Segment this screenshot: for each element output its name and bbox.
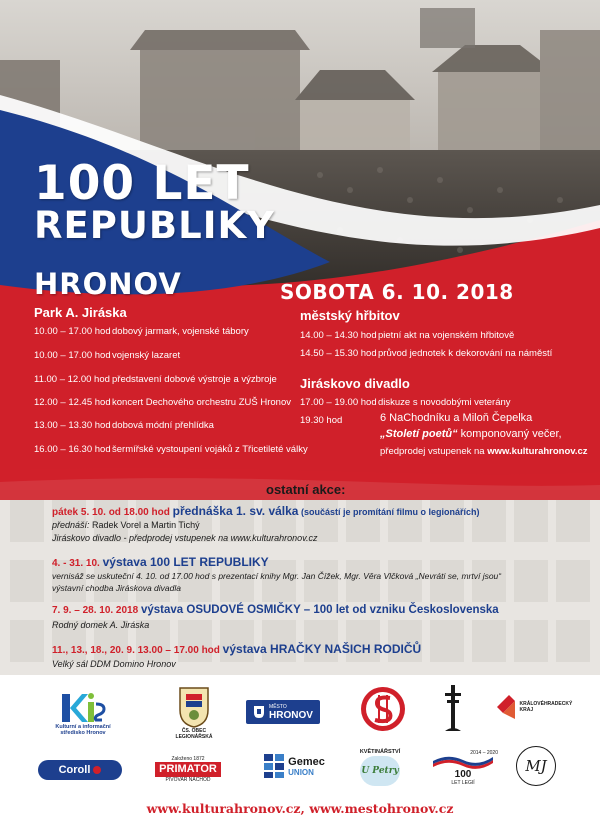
event-2 — [52, 556, 269, 570]
primator-logo — [152, 748, 224, 792]
coroll-logo-text: Coroll — [58, 764, 91, 776]
theatre-show — [380, 427, 562, 441]
park-row-text: šermířské vystoupení vojáků z Třicetileté války — [112, 444, 308, 455]
cross-logo — [440, 682, 466, 736]
theatre-presale-link[interactable]: www.kulturahronov.cz — [487, 446, 588, 457]
primator-sub: PIVOVAR NÁCHOD — [165, 777, 211, 783]
coroll-dot-icon — [93, 766, 101, 774]
park-heading: Park A. Jiráska — [34, 305, 127, 320]
theatre-heading: Jiráskovo divadlo — [300, 376, 410, 391]
park-row-time: 16.00 – 16.30 hod — [34, 444, 111, 455]
legie-years: 2014 – 2020 — [470, 750, 498, 756]
kvetinarstvi-logo — [350, 743, 410, 791]
park-row-text: dobová módní přehlídka — [112, 420, 214, 431]
theatre-row-time: 17.00 – 19.00 hod — [300, 397, 377, 408]
theatre-row-1 — [300, 397, 511, 409]
event-date: SOBOTA 6. 10. 2018 — [280, 280, 514, 304]
event-3 — [52, 604, 499, 617]
kvetinarstvi-badge — [360, 756, 400, 786]
park-row-text: vojenský lazaret — [112, 350, 181, 361]
park-row — [34, 350, 180, 362]
legion-logo-text: ČS. OBEC LEGIONÁŘSKÁ — [175, 728, 213, 740]
legie-100: 100 — [454, 769, 472, 780]
event-2-title: výstava 100 LET REPUBLIKY — [102, 555, 269, 569]
gemec-logo — [258, 750, 330, 782]
event-1-note: (součástí je promítání filmu o legionářích) — [298, 507, 480, 517]
event-4 — [52, 643, 421, 657]
kraj-emblem-icon — [495, 693, 517, 721]
event-4-date: 11., 13., 18., 20. 9. 13.00 – 17.00 hod — [52, 645, 220, 656]
theatre-performers: 6 NaChodníku a Miloň Čepelka — [380, 412, 533, 424]
kvetinarstvi-script: U Petry — [361, 765, 399, 776]
town-crest-icon — [253, 705, 265, 719]
park-row — [34, 326, 249, 338]
event-3-title: výstava OSUDOVÉ OSMIČKY – 100 let od vzniku Československa — [140, 604, 499, 616]
kis-logo-icon — [60, 690, 106, 724]
legie-text: LET LEGIÍ — [451, 780, 475, 786]
legion-shield-icon — [177, 684, 211, 728]
cemetery-row-time: 14.00 – 14.30 hod — [300, 330, 377, 341]
gemec-logo-union: UNION — [288, 767, 314, 777]
gemec-logo-name: Gemec — [288, 755, 325, 768]
theatre-show-desc: komponovaný večer, — [457, 428, 562, 440]
event-1-title: přednáška 1. sv. válka — [172, 504, 299, 518]
park-row-time: 10.00 – 17.00 hod — [34, 326, 111, 337]
sokol-logo — [358, 684, 408, 734]
100-let-legii-logo — [428, 746, 498, 790]
kis-logo — [52, 685, 114, 741]
park-row-text: koncert Dechového orchestru ZUŠ Hronov — [112, 397, 291, 408]
theatre-row-time: 19.30 hod — [300, 415, 343, 426]
theatre-show-title: „Století poetů“ — [380, 428, 458, 440]
primator-founded: Založeno 1872 — [171, 756, 205, 762]
mj-logo-text: MJ — [525, 757, 547, 775]
park-row — [34, 420, 214, 432]
park-row-time: 10.00 – 17.00 hod — [34, 350, 111, 361]
event-2-date: 4. - 31. 10. — [52, 558, 100, 569]
theatre-row-2 — [300, 415, 378, 427]
footer-urls[interactable]: www.kulturahronov.cz, www.mestohronov.cz — [146, 801, 454, 816]
cemetery-heading: městský hřbitov — [300, 308, 400, 323]
event-1-speakers-label: přednáší: — [52, 520, 90, 530]
theatre-presale-label: předprodej vstupenek na — [380, 446, 488, 457]
event-1-date: pátek 5. 10. od 18.00 hod — [52, 507, 170, 518]
event-1-speakers — [52, 520, 200, 531]
coroll-logo — [38, 760, 122, 780]
mj-logo — [516, 746, 556, 786]
kraj-logo — [492, 690, 573, 724]
event-4-line-1: Velký sál DDM Domino Hronov — [52, 659, 176, 669]
park-row-text: představení dobové výstroje a výzbroje — [112, 374, 277, 385]
event-2-line-2: výstavní chodba Jiráskova divadla — [52, 583, 181, 593]
event-1-speakers-names: Radek Vorel a Martin Tichý — [89, 520, 200, 530]
park-row-text: dobový jarmark, vojenské tábory — [112, 326, 249, 337]
town-name: HRONOV — [34, 267, 182, 301]
event-2-line-1: vernisáž se uskuteční 4. 10. od 17.00 hod s prezentací knihy Mgr. Jan Čížek, Mgr. Věra Vlčková „Nevráti se, mrtví jsou“ — [52, 571, 502, 581]
event-4-title: výstava HRAČKY NAŠICH RODIČŮ — [222, 642, 422, 656]
event-3-date: 7. 9. – 28. 10. 2018 — [52, 605, 139, 616]
mesto-logo-small: MĚSTO — [269, 703, 287, 710]
cross-icon — [442, 683, 464, 735]
event-1 — [52, 505, 480, 519]
park-row — [34, 444, 308, 456]
cemetery-row-text: průvod jednotek k dekorování na náměstí — [378, 348, 553, 359]
other-events-heading: ostatní akce: — [266, 482, 346, 497]
park-row — [34, 374, 277, 386]
legie-wave-icon — [433, 756, 493, 770]
title-line-1: 100 LET — [34, 156, 250, 211]
theatre-presale — [380, 446, 588, 458]
title-line-2: REPUBLIKY — [34, 204, 275, 247]
primator-name: PRIMATOR — [155, 762, 221, 777]
park-row-time: 13.00 – 13.30 hod — [34, 420, 111, 431]
park-row-time: 11.00 – 12.00 hod — [34, 374, 110, 385]
mesto-hronov-logo — [246, 700, 320, 724]
cemetery-row — [300, 348, 552, 360]
kraj-logo-text: KRÁLOVÉHRADECKÝ KRAJ — [519, 701, 573, 713]
mesto-logo-text — [269, 704, 313, 721]
cemetery-row-time: 14.50 – 15.30 hod — [300, 348, 377, 359]
theatre-row-text: diskuze s novodobými veterány — [378, 397, 511, 408]
kvetinarstvi-title: KVĚTINÁŘSTVÍ — [359, 748, 401, 755]
park-row-time: 12.00 – 12.45 hod — [34, 397, 111, 408]
gemec-grid-icon — [263, 753, 285, 779]
gemec-logo-text — [288, 756, 325, 777]
kis-logo-text: Kulturní a informační středisko Hronov — [55, 724, 111, 736]
park-row — [34, 397, 291, 409]
cemetery-row — [300, 330, 514, 342]
legion-logo — [170, 683, 218, 741]
event-1-place: Jiráskovo divadlo - předprodej vstupenek na www.kulturahronov.cz — [52, 533, 318, 543]
sokol-emblem-icon — [359, 685, 407, 733]
event-3-line-1: Rodný domek A. Jiráska — [52, 620, 150, 630]
mesto-logo-big: HRONOV — [269, 709, 313, 721]
cemetery-row-text: pietní akt na vojenském hřbitově — [378, 330, 515, 341]
